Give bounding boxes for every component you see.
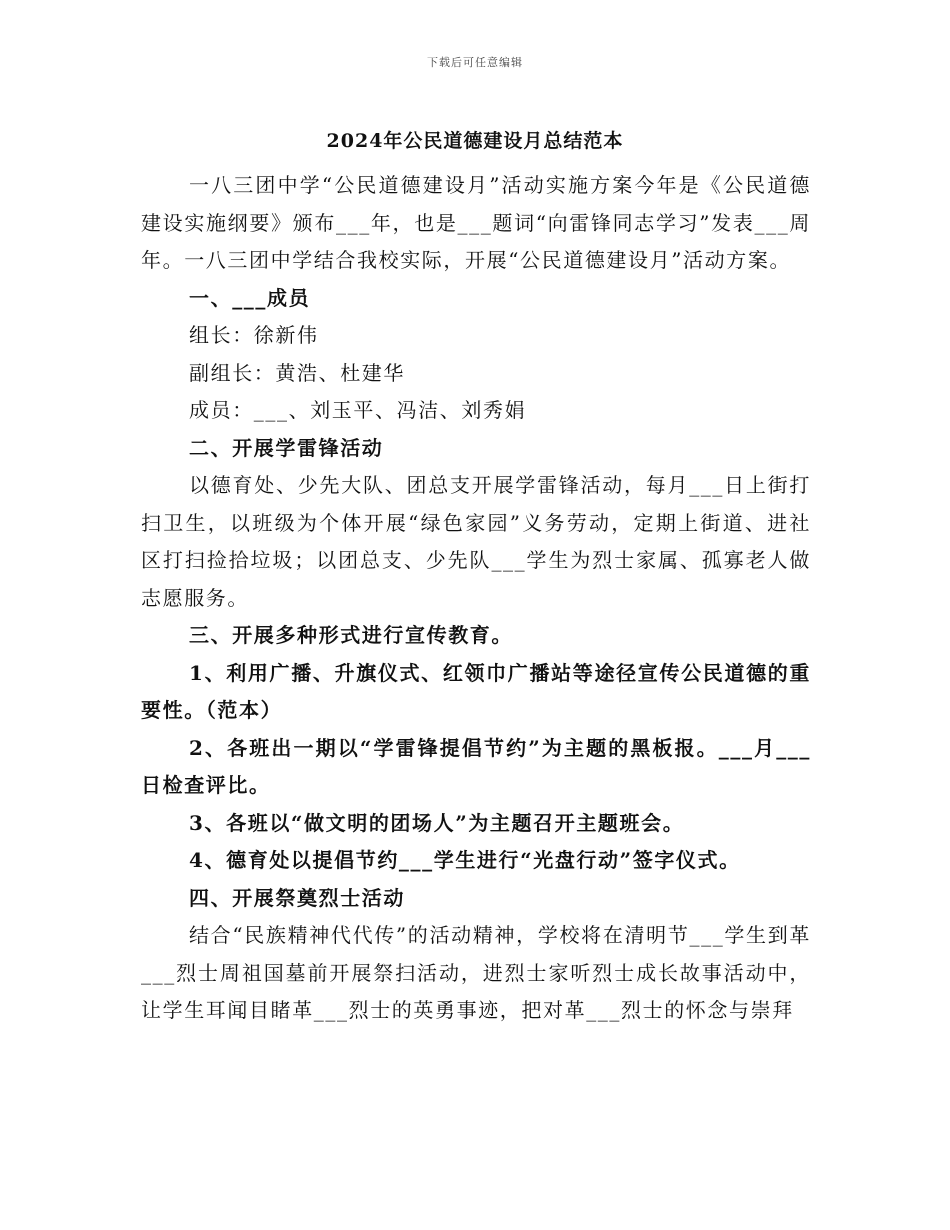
martyrs-paragraph: 结合“民族精神代代传”的活动精神，学校将在清明节___学生到革___烈士周祖国墓前开展祭扫活动，进烈士家听烈士成长故事活动中，让学生耳闻目睹革___烈士的英勇事迹，把对革___烈士的怀念与崇拜 <box>141 923 811 1022</box>
section-heading-publicity: 三、开展多种形式进行宣传教育。 <box>189 623 513 647</box>
publicity-item-4: 4、德育处以提倡节约___学生进行“光盘行动”签字仪式。 <box>189 848 741 872</box>
section-heading-members: 一、___成员 <box>189 285 311 310</box>
intro-paragraph: 一八三团中学“公民道德建设月”活动实施方案今年是《公民道德建设实施纲要》颁布___年，也是___题词“向雷锋同志学习”发表___周年。一八三团中学结合我校实际，开展“公民道德建设月”活动方案。 <box>141 173 811 272</box>
deputy-leader-line: 副组长：黄浩、杜建华 <box>189 360 405 385</box>
section-heading-leifeng: 二、开展学雷锋活动 <box>189 435 384 460</box>
document-title: 2024年公民道德建设月总结范本 <box>326 130 624 152</box>
leader-line: 组长：徐新伟 <box>189 323 319 347</box>
publicity-item-1: 1、利用广播、升旗仪式、红领巾广播站等途径宣传公民道德的重要性。（范本） <box>141 660 811 722</box>
members-line: 成员：___、刘玉平、冯洁、刘秀娟 <box>189 398 527 422</box>
page-header: 下载后可任意编辑 <box>427 56 523 69</box>
document-body <box>141 167 811 1030</box>
leifeng-paragraph: 以德育处、少先大队、团总支开展学雷锋活动，每月___日上街打扫卫生，以班级为个体开展“绿色家园”义务劳动，定期上街道、进社区打扫捡拾垃圾；以团总支、少先队___学生为烈士家属、孤寡老人做志愿服务。 <box>141 473 811 610</box>
publicity-item-3: 3、各班以“做文明的团场人”为主题召开主题班会。 <box>189 810 685 835</box>
section-heading-martyrs: 四、开展祭奠烈士活动 <box>189 885 405 910</box>
publicity-item-2: 2、各班出一期以“学雷锋提倡节约”为主题的黑板报。___月___日检查评比。 <box>141 735 811 797</box>
